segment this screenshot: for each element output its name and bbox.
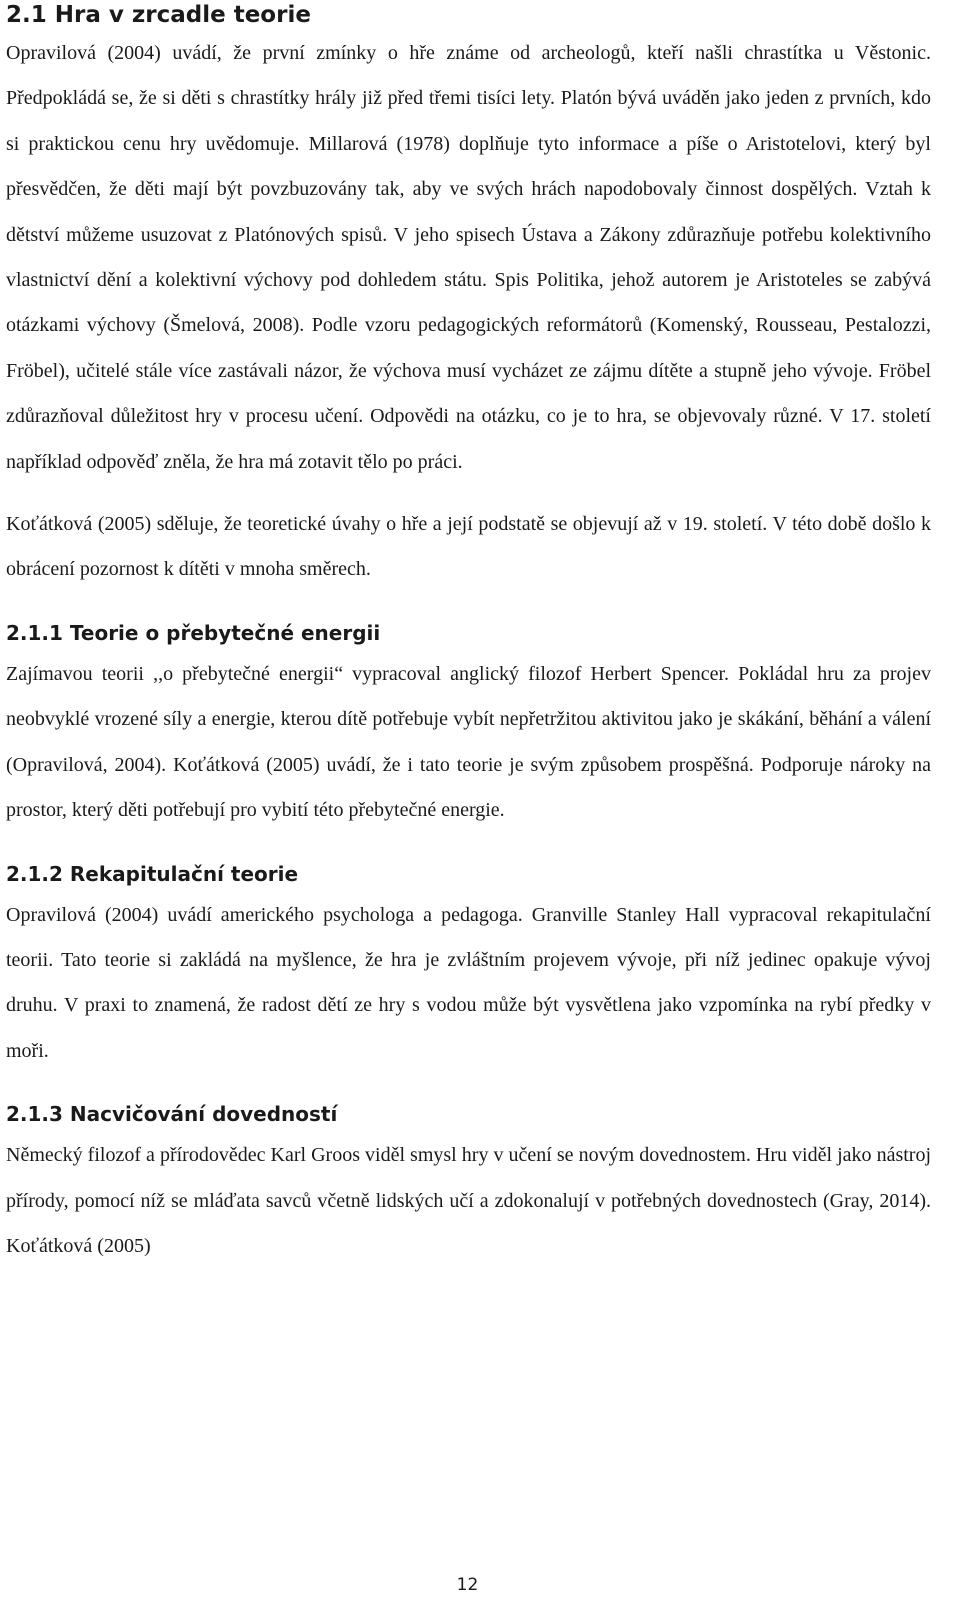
subsection-heading: 2.1.1 Teorie o přebytečné energii	[6, 620, 381, 645]
paragraph: Koťátková (2005) sděluje, že teoretické úvahy o hře a její podstatě se objevují až v 19. století. V této době došlo k obrácení pozornost k dítěti v mnoha směrech.	[6, 513, 931, 581]
document-page	[6, 0, 931, 1269]
subsection-heading: 2.1.2 Rekapitulační teorie	[6, 861, 299, 886]
paragraph: Zajímavou teorii ,,o přebytečné energii“ vypracoval anglický filozof Herbert Spencer. Pokládal hru za projev neobvyklé vrozené síly a energie, kterou dítě potřebuje vybít nepřetržitou aktivitou jako je skákání, běhání a válení (Opravilová, 2004). Koťátková (2005) uvádí, že i tato teorie je svým způsobem prospěšná. Podporuje nároky na prostor, který děti potřebují pro vybití této přebytečné energie.	[6, 662, 931, 822]
section-heading: 2.1 Hra v zrcadle teorie	[6, 2, 311, 28]
subsection-heading: 2.1.3 Nacvičování dovedností	[6, 1102, 338, 1127]
paragraph: Opravilová (2004) uvádí amerického psychologa a pedagoga. Granville Stanley Hall vypracoval rekapitulační teorii. Tato teorie si zakládá na myšlence, že hra je zvláštním projevem vývoje, při níž jedinec opakuje vývoj druhu. V praxi to znamená, že radost dětí ze hry s vodou může být vysvětlena jako vzpomínka na rybí předky v moři.	[6, 903, 931, 1062]
paragraph: Opravilová (2004) uvádí, že první zmínky o hře známe od archeologů, kteří našli chrastítka u Věstonic. Předpokládá se, že si děti s chrastítky hrály již před třemi tisíci lety. Platón bývá uváděn jako jeden z prvních, kdo si praktickou cenu hry uvědomuje. Millarová (1978) doplňuje tyto informace a píše o Aristotelovi, který byl přesvědčen, že děti mají být povzbuzovány tak, aby ve svých hrách napodobovaly činnost dospělých. Vztah k dětství můžeme usuzovat z Platónových spisů. V jeho spisech Ústava a Zákony zdůrazňuje potřebu kolektivního vlastnictví dění a kolektivní výchovy pod dohledem státu. Spis Politika, jehož autorem je Aristoteles se zabývá otázkami výchovy (Šmelová, 2008). Podle vzoru pedagogických reformátorů (Komenský, Rousseau, Pestalozzi, Fröbel), učitelé stále více zastávali názor, že výchova musí vycházet ze zájmu dítěte a stupně jeho vývoje. Fröbel zdůrazňoval důležitost hry v procesu učení. Odpovědi na otázku, co je to hra, se objevovaly různé. V 17. století například odpověď zněla, že hra má zotavit tělo po práci.	[6, 42, 931, 473]
page-number: 12	[456, 1575, 479, 1595]
paragraph: Německý filozof a přírodovědec Karl Groos viděl smysl hry v učení se novým dovednostem. Hru viděl jako nástroj přírody, pomocí níž se mláďata savců včetně lidských učí a zdokonalují v potřebných dovednostech (Gray, 2014). Koťátková (2005)	[6, 1144, 931, 1257]
